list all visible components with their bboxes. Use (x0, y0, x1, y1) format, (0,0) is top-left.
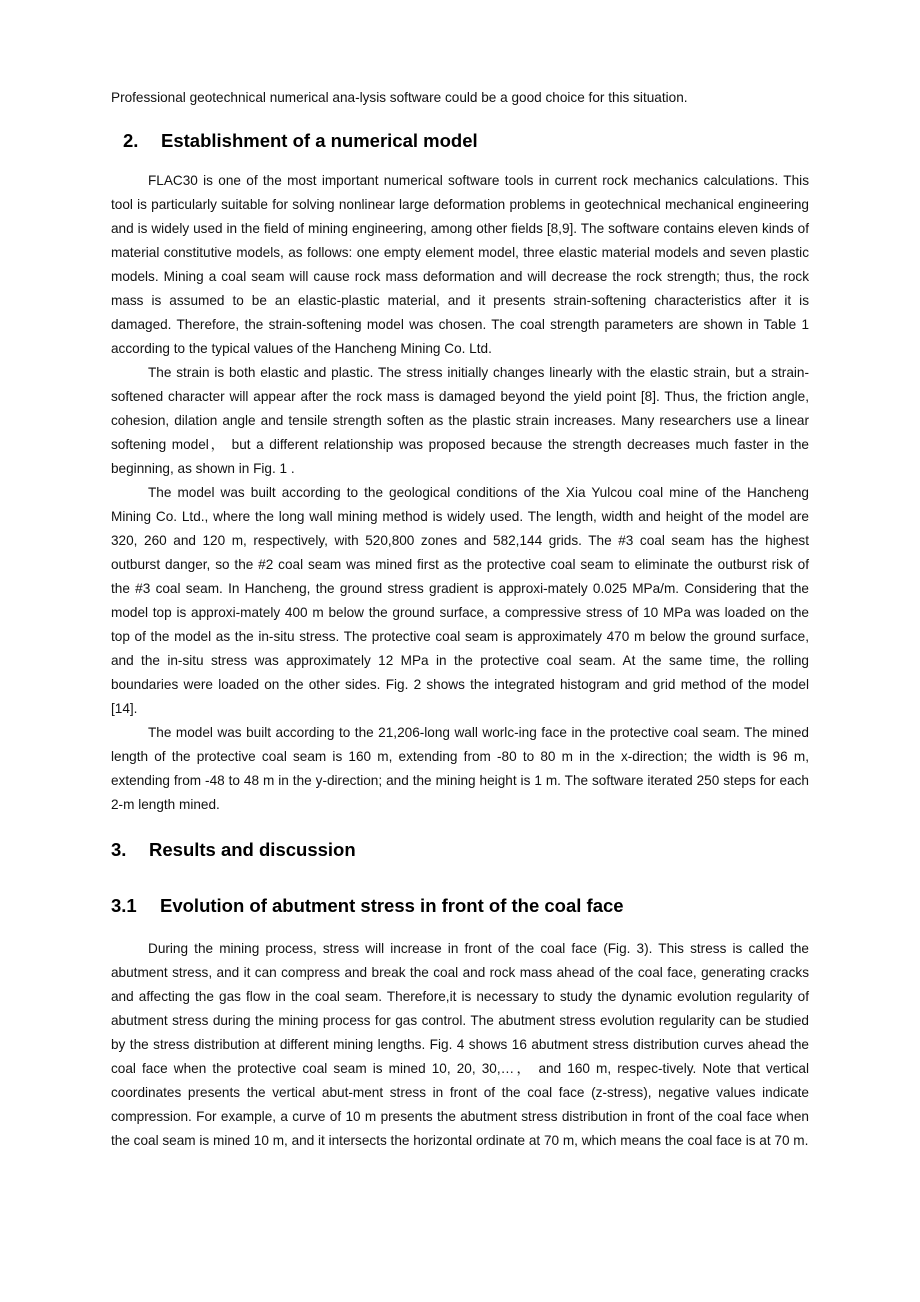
intro-paragraph: Professional geotechnical numerical ana-lysis software could be a good choice for this situation. (111, 90, 688, 105)
section-2-title: Establishment of a numerical model (161, 130, 478, 151)
section-3-title: Results and discussion (149, 839, 356, 860)
section-3-1-heading (111, 893, 809, 919)
section-2-paragraph-4: The model was built according to the 21,206-long wall worlc-ing face in the protective coal seam. The mined length of the protective coal seam is 160 m, extending from -80 to 80 m in the x-direction; the width is 96 m, extending from -48 to 48 m in the y-direction; and the mining height is 1 m. The software iterated 250 steps for each 2-m length mined. (111, 725, 809, 812)
section-3-1-number: 3.1 (111, 895, 137, 916)
section-3-1-title: Evolution of abutment stress in front of the coal face (160, 895, 624, 916)
section-2-paragraph-3: The model was built according to the geological conditions of the Xia Yulcou coal mine of the Hancheng Mining Co. Ltd., where the long wall mining method is widely used. The length, width and height of the model are 320, 260 and 120 m, respectively, with 520,800 zones and 582,144 grids. The #3 coal seam has the highest outburst danger, so the #2 coal seam was mined first as the protective coal seam to eliminate the outburst risk of the #3 coal seam. In Hancheng, the ground stress gradient is approxi-mately 0.025 MPa/m. Considering that the model top is approxi-mately 400 m below the ground surface, a compressive stress of 10 MPa was loaded on the top of the model as the in-situ stress. The protective coal seam is approximately 470 m below the ground surface, and the in-situ stress was approximately 12 MPa in the protective coal seam. At the same time, the rolling boundaries were loaded on the other sides. Fig. 2 shows the integrated histogram and grid method of the model [14]. (111, 485, 809, 716)
section-3-number: 3. (111, 839, 127, 860)
section-3-heading (111, 837, 809, 863)
paper-page (111, 86, 809, 1153)
section-2-heading (111, 128, 809, 154)
section-2-paragraph-2: The strain is both elastic and plastic. The stress initially changes linearly with the elastic strain, but a strain-softened character will appear after the rock mass is damaged beyond the yield point [8]. Thus, the friction angle, cohesion, dilation angle and tensile strength soften as the plastic strain increases. Many researchers use a linear softening model， but a different relationship was proposed because the strength decreases much faster in the beginning, as shown in Fig. 1 . (111, 365, 809, 476)
section-2-number: 2. (123, 130, 139, 151)
section-2-paragraph-1: FLAC30 is one of the most important numerical software tools in current rock mechanics calculations. This tool is particularly suitable for solving nonlinear large deformation problems in geotechnical mechanical engineering and is widely used in the field of mining engineering, among other fields [8,9]. The software contains eleven kinds of material constitutive models, as follows: one empty element model, three elastic material models and seven plastic models. Mining a coal seam will cause rock mass deformation and will decrease the rock strength; thus, the rock mass is assumed to be an elastic-plastic material, and it presents strain-softening characteristics after it is damaged. Therefore, the strain-softening model was chosen. The coal strength parameters are shown in Table 1 according to the typical values of the Hancheng Mining Co. Ltd. (111, 173, 809, 356)
section-3-1-paragraph-1: During the mining process, stress will increase in front of the coal face (Fig. 3). This stress is called the abutment stress, and it can compress and break the coal and rock mass ahead of the coal face, generating cracks and affecting the gas flow in the coal seam. Therefore,it is necessary to study the dynamic evolution regularity of abutment stress during the mining process for gas control. The abutment stress evolution regularity can be studied by the stress distribution at different mining lengths. Fig. 4 shows 16 abutment stress distribution curves ahead the coal face when the protective coal seam is mined 10, 20, 30,…， and 160 m, respec-tively. Note that vertical coordinates presents the vertical abut-ment stress in front of the coal face (z-stress), negative values indicate compression. For example, a curve of 10 m presents the abutment stress distribution in front of the coal face when the coal seam is mined 10 m, and it intersects the horizontal ordinate at 70 m, which means the coal face is at 70 m. (111, 941, 809, 1148)
